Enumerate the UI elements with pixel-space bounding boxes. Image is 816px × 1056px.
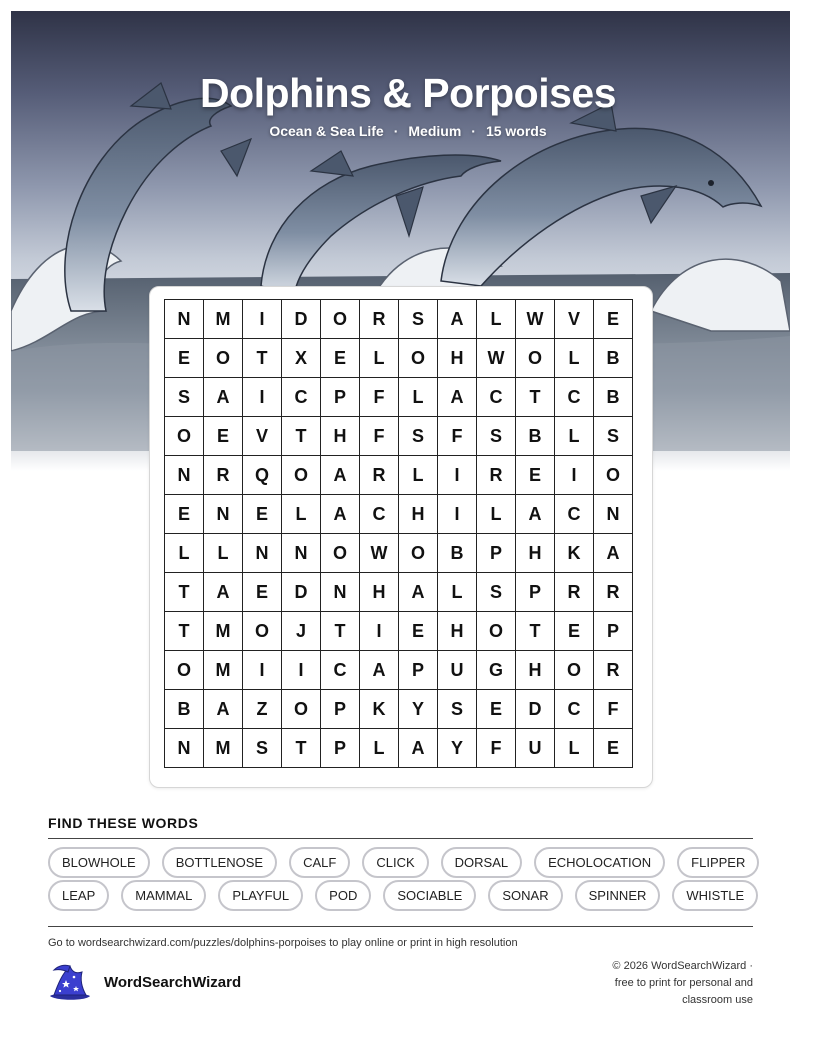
grid-cell[interactable]: U [438, 651, 477, 690]
word-list-row [48, 847, 759, 878]
word-chip: DORSAL [441, 847, 522, 878]
difficulty-label: Medium [408, 123, 462, 139]
grid-cell[interactable]: R [204, 456, 243, 495]
word-chip: SPINNER [575, 880, 661, 911]
grid-cell[interactable]: T [243, 339, 282, 378]
word-chip: BLOWHOLE [48, 847, 150, 878]
grid-cell[interactable]: K [555, 534, 594, 573]
brand-logo [46, 962, 241, 1002]
grid-row [165, 339, 633, 378]
grid-cell[interactable]: P [321, 729, 360, 768]
grid-cell[interactable]: H [438, 339, 477, 378]
grid-cell[interactable]: O [594, 456, 633, 495]
grid-cell[interactable]: N [243, 534, 282, 573]
grid-cell[interactable]: O [282, 690, 321, 729]
grid-cell[interactable]: B [594, 378, 633, 417]
grid-cell[interactable]: J [282, 612, 321, 651]
grid-cell[interactable]: O [321, 300, 360, 339]
grid-cell[interactable]: N [165, 456, 204, 495]
grid-cell[interactable]: S [477, 573, 516, 612]
grid-cell[interactable]: E [243, 573, 282, 612]
grid-cell[interactable]: A [438, 300, 477, 339]
grid-cell[interactable]: D [282, 573, 321, 612]
grid-cell[interactable]: P [477, 534, 516, 573]
word-chip: POD [315, 880, 371, 911]
grid-cell[interactable]: E [555, 612, 594, 651]
grid-cell[interactable]: O [165, 651, 204, 690]
grid-cell[interactable]: T [516, 612, 555, 651]
grid-cell[interactable]: W [360, 534, 399, 573]
copyright-line: © 2026 WordSearchWizard · [612, 960, 753, 972]
grid-cell[interactable]: P [516, 573, 555, 612]
grid-cell[interactable]: O [243, 612, 282, 651]
grid-cell[interactable]: H [321, 417, 360, 456]
grid-cell[interactable]: C [360, 495, 399, 534]
grid-cell[interactable]: E [165, 339, 204, 378]
word-list-heading: FIND THESE WORDS [48, 815, 199, 831]
grid-cell[interactable]: E [399, 612, 438, 651]
word-chip: LEAP [48, 880, 109, 911]
grid-cell[interactable]: I [438, 456, 477, 495]
grid-cell[interactable]: I [438, 495, 477, 534]
grid-cell[interactable]: H [516, 651, 555, 690]
grid-cell[interactable]: L [282, 495, 321, 534]
grid-cell[interactable]: A [399, 573, 438, 612]
grid-row [165, 417, 633, 456]
grid-cell[interactable]: L [399, 456, 438, 495]
grid-cell[interactable]: T [282, 417, 321, 456]
grid-cell[interactable]: L [360, 729, 399, 768]
grid-cell[interactable]: B [438, 534, 477, 573]
grid-cell[interactable]: R [360, 456, 399, 495]
grid-cell[interactable]: N [282, 534, 321, 573]
word-count-label: 15 words [485, 123, 547, 139]
grid-cell[interactable]: C [555, 495, 594, 534]
grid-cell[interactable]: S [243, 729, 282, 768]
grid-cell[interactable]: X [282, 339, 321, 378]
grid-cell[interactable]: N [594, 495, 633, 534]
grid-cell[interactable]: A [360, 651, 399, 690]
grid-cell[interactable]: A [204, 690, 243, 729]
grid-row [165, 651, 633, 690]
grid-cell[interactable]: O [477, 612, 516, 651]
grid-cell[interactable]: H [438, 612, 477, 651]
grid-cell[interactable]: C [321, 651, 360, 690]
grid-cell[interactable]: O [555, 651, 594, 690]
grid-cell[interactable]: L [399, 378, 438, 417]
grid-cell[interactable]: D [282, 300, 321, 339]
grid-cell[interactable]: L [555, 729, 594, 768]
grid-row [165, 573, 633, 612]
grid-cell[interactable]: U [516, 729, 555, 768]
puzzle-meta [0, 123, 816, 139]
grid-cell[interactable]: N [321, 573, 360, 612]
grid-row [165, 456, 633, 495]
word-chip: PLAYFUL [218, 880, 303, 911]
grid-cell[interactable]: H [360, 573, 399, 612]
grid-row [165, 729, 633, 768]
grid-cell[interactable]: R [594, 573, 633, 612]
grid-cell[interactable]: S [399, 300, 438, 339]
grid-row [165, 495, 633, 534]
grid-cell[interactable]: E [165, 495, 204, 534]
letter-grid[interactable] [164, 299, 633, 768]
grid-cell[interactable]: P [594, 612, 633, 651]
grid-cell[interactable]: H [399, 495, 438, 534]
grid-cell[interactable]: O [165, 417, 204, 456]
grid-cell[interactable]: L [477, 495, 516, 534]
grid-row [165, 534, 633, 573]
grid-cell[interactable]: I [243, 651, 282, 690]
grid-cell[interactable]: W [516, 300, 555, 339]
grid-cell[interactable]: I [243, 300, 282, 339]
word-chip: SONAR [488, 880, 562, 911]
grid-cell[interactable]: P [321, 690, 360, 729]
grid-cell[interactable]: T [282, 729, 321, 768]
word-chip: CALF [289, 847, 350, 878]
grid-cell[interactable]: B [165, 690, 204, 729]
grid-cell[interactable]: T [516, 378, 555, 417]
grid-cell[interactable]: O [282, 456, 321, 495]
grid-cell[interactable]: O [321, 534, 360, 573]
grid-cell[interactable]: L [165, 534, 204, 573]
grid-cell[interactable]: L [360, 339, 399, 378]
grid-cell[interactable]: T [165, 612, 204, 651]
grid-cell[interactable]: N [165, 300, 204, 339]
grid-cell[interactable]: A [204, 573, 243, 612]
grid-cell[interactable]: F [360, 417, 399, 456]
grid-cell[interactable]: E [594, 729, 633, 768]
grid-cell[interactable]: G [477, 651, 516, 690]
grid-cell[interactable]: C [555, 690, 594, 729]
grid-cell[interactable]: L [438, 573, 477, 612]
grid-cell[interactable]: F [594, 690, 633, 729]
grid-cell[interactable]: E [594, 300, 633, 339]
meta-separator: · [471, 123, 476, 139]
grid-cell[interactable]: A [321, 495, 360, 534]
grid-cell[interactable]: M [204, 300, 243, 339]
grid-cell[interactable]: A [438, 378, 477, 417]
grid-cell[interactable]: D [516, 690, 555, 729]
grid-cell[interactable]: H [516, 534, 555, 573]
play-online-link[interactable]: Go to wordsearchwizard.com/puzzles/dolphins-porpoises to play online or print in high resolution [48, 937, 518, 949]
grid-cell[interactable]: P [321, 378, 360, 417]
grid-cell[interactable]: A [594, 534, 633, 573]
grid-cell[interactable]: T [165, 573, 204, 612]
copyright-notice [533, 958, 753, 1009]
grid-cell[interactable]: R [555, 573, 594, 612]
copyright-line: free to print for personal and [614, 977, 753, 989]
grid-cell[interactable]: L [477, 300, 516, 339]
word-chip: ECHOLOCATION [534, 847, 665, 878]
grid-cell[interactable]: R [594, 651, 633, 690]
grid-cell[interactable]: L [555, 339, 594, 378]
divider [48, 838, 753, 839]
brand-name: WordSearchWizard [104, 973, 242, 991]
grid-cell[interactable]: S [399, 417, 438, 456]
category-label: Ocean & Sea Life [269, 123, 384, 139]
grid-row [165, 612, 633, 651]
grid-cell[interactable]: O [399, 534, 438, 573]
grid-cell[interactable]: B [594, 339, 633, 378]
word-chip: FLIPPER [677, 847, 759, 878]
grid-cell[interactable]: Q [243, 456, 282, 495]
grid-cell[interactable]: P [399, 651, 438, 690]
grid-cell[interactable]: C [282, 378, 321, 417]
grid-cell[interactable]: E [516, 456, 555, 495]
grid-cell[interactable]: A [321, 456, 360, 495]
grid-row [165, 300, 633, 339]
grid-cell[interactable]: S [594, 417, 633, 456]
grid-cell[interactable]: M [204, 612, 243, 651]
grid-cell[interactable]: I [555, 456, 594, 495]
wizard-hat-icon [46, 962, 92, 1002]
grid-cell[interactable]: Z [243, 690, 282, 729]
word-chip: MAMMAL [121, 880, 206, 911]
grid-cell[interactable]: A [204, 378, 243, 417]
word-chip: SOCIABLE [383, 880, 476, 911]
grid-cell[interactable]: E [321, 339, 360, 378]
grid-cell[interactable]: L [204, 534, 243, 573]
grid-cell[interactable]: T [321, 612, 360, 651]
grid-cell[interactable]: E [243, 495, 282, 534]
grid-cell[interactable]: O [516, 339, 555, 378]
grid-cell[interactable]: A [399, 729, 438, 768]
word-chip: WHISTLE [672, 880, 758, 911]
grid-cell[interactable]: K [360, 690, 399, 729]
grid-row [165, 378, 633, 417]
grid-cell[interactable]: E [204, 417, 243, 456]
puzzle-card [149, 286, 653, 788]
divider [48, 926, 753, 927]
grid-cell[interactable]: V [555, 300, 594, 339]
grid-cell[interactable]: C [477, 378, 516, 417]
grid-cell[interactable]: R [477, 456, 516, 495]
grid-row [165, 690, 633, 729]
grid-cell[interactable]: M [204, 651, 243, 690]
grid-cell[interactable]: L [555, 417, 594, 456]
grid-cell[interactable]: B [516, 417, 555, 456]
grid-cell[interactable]: N [165, 729, 204, 768]
grid-cell[interactable]: I [360, 612, 399, 651]
grid-cell[interactable]: F [477, 729, 516, 768]
grid-cell[interactable]: S [438, 690, 477, 729]
grid-cell[interactable]: W [477, 339, 516, 378]
word-chip: CLICK [362, 847, 428, 878]
grid-cell[interactable]: S [477, 417, 516, 456]
grid-cell[interactable]: F [438, 417, 477, 456]
grid-cell[interactable]: M [204, 729, 243, 768]
grid-cell[interactable]: C [555, 378, 594, 417]
grid-cell[interactable]: I [282, 651, 321, 690]
grid-cell[interactable]: R [360, 300, 399, 339]
grid-cell[interactable]: N [204, 495, 243, 534]
page-title: Dolphins & Porpoises [200, 70, 616, 116]
grid-cell[interactable]: F [360, 378, 399, 417]
grid-cell[interactable]: O [399, 339, 438, 378]
word-chip: BOTTLENOSE [162, 847, 277, 878]
grid-cell[interactable]: S [165, 378, 204, 417]
grid-cell[interactable]: Y [438, 729, 477, 768]
grid-cell[interactable]: O [204, 339, 243, 378]
grid-cell[interactable]: I [243, 378, 282, 417]
word-list-row [48, 880, 758, 911]
grid-cell[interactable]: E [477, 690, 516, 729]
meta-separator: · [393, 123, 399, 139]
grid-cell[interactable]: V [243, 417, 282, 456]
grid-cell[interactable]: Y [399, 690, 438, 729]
copyright-line: classroom use [682, 994, 753, 1006]
grid-cell[interactable]: A [516, 495, 555, 534]
